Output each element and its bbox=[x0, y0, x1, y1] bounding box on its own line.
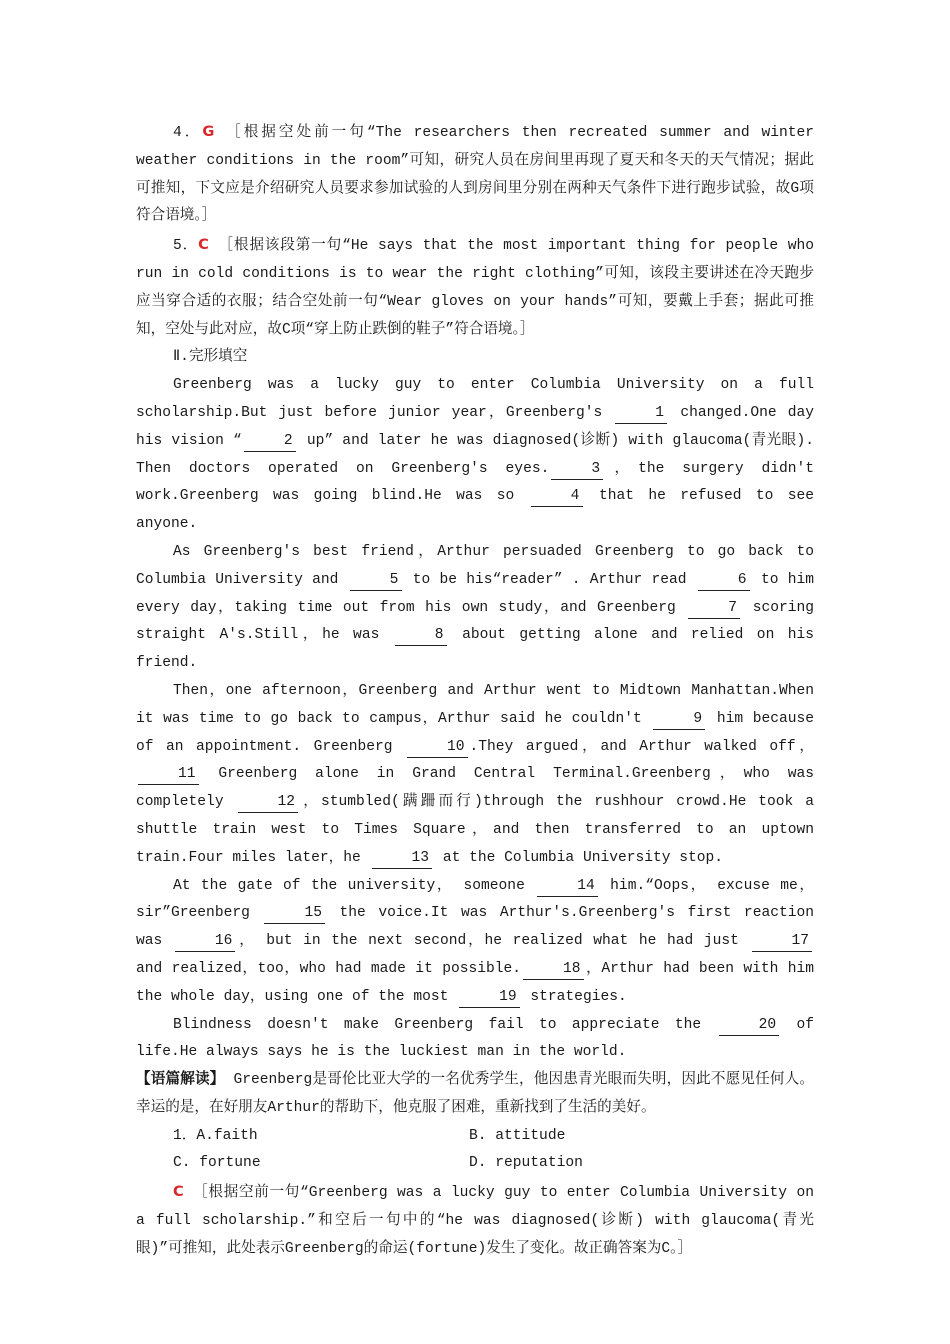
answer-letter: C bbox=[173, 1183, 184, 1201]
answer-explanation: ［根据该段第一句“He says that the most important thing for people who run in cold conditions is to wear the right clothing”可知，该段主要讲述在冷天跑步应当穿合适的衣服；结合空处前一句“Wear gloves on your hands”可知，要戴上手套；据此可推知，空处与此对应，故C项“穿上防止跌倒的鞋子”符合语境。］ bbox=[136, 238, 814, 338]
answer-explanation: ［根据空前一句“Greenberg was a lucky guy to enter Columbia University on a full scholarship.”和空后一句中的“he was diagnosed(诊断) with glaucoma(青光眼)”可推知，此处表示Greenberg的命运(fortune)发生了变化。故正确答案为C。］ bbox=[136, 1185, 814, 1257]
option-b: B. attitude bbox=[469, 1127, 566, 1144]
blank-6: 6 bbox=[698, 570, 750, 591]
blank-20: 20 bbox=[719, 1015, 780, 1036]
blank-12: 12 bbox=[238, 792, 299, 813]
blank-19: 19 bbox=[459, 987, 520, 1008]
analysis-label: 【语篇解读】 bbox=[136, 1072, 225, 1089]
blank-18: 18 bbox=[523, 959, 584, 980]
blank-7: 7 bbox=[688, 598, 740, 619]
answer-4 bbox=[136, 118, 814, 231]
section-title: Ⅱ.完形填空 bbox=[173, 349, 248, 366]
analysis-text: Greenberg是哥伦比亚大学的一名优秀学生，他因患青光眼而失明，因此不愿见任何人。幸运的是，在好朋友Arthur的帮助下，他克服了困难，重新找到了生活的美好。 bbox=[136, 1072, 814, 1116]
blank-10: 10 bbox=[407, 737, 468, 758]
blank-1: 1 bbox=[615, 403, 667, 424]
answer-explanation: ［根据空处前一句“The researchers then recreated summer and winter weather conditions in the room”可知，研究人员在房间里再现了夏天和冬天的天气情况；据此可推知，下文应是介绍研究人员要求参加试验的人到房间里分别在两种天气条件下进行跑步试验，故G项符合语境。］ bbox=[136, 125, 814, 225]
blank-11: 11 bbox=[138, 764, 199, 785]
question-1-answer bbox=[136, 1178, 814, 1263]
blank-5: 5 bbox=[350, 570, 402, 591]
blank-9: 9 bbox=[653, 709, 705, 730]
document-page bbox=[136, 118, 814, 1264]
passage-analysis bbox=[136, 1067, 814, 1123]
answer-letter: C bbox=[198, 236, 209, 254]
answer-letter: G bbox=[202, 123, 215, 140]
passage-paragraph-4: At the gate of the university， someone 14 him.“Oops， excuse me，sir”Greenberg 15 the voice.It was Arthur's.Greenberg's first reaction was 16 ， but in the next second，he realized what he had just 17 and realized，too，who had made it possible. 18 ，Arthur had been with him the whole day，using one of the most 19 strategies. bbox=[136, 873, 814, 1012]
blank-14: 14 bbox=[537, 876, 598, 897]
answer-number: 5． bbox=[173, 238, 199, 255]
passage-paragraph-5: Blindness doesn't make Greenberg fail to appreciate the 20 of life.He always says he is the luckiest man in the world. bbox=[136, 1016, 814, 1061]
answer-5 bbox=[136, 231, 814, 344]
answer-number: 4． bbox=[173, 125, 203, 141]
blank-4: 4 bbox=[531, 486, 583, 507]
question-1-options bbox=[136, 1123, 814, 1179]
option-a: 1．A.faith bbox=[173, 1127, 258, 1144]
passage-paragraph-3: Then，one afternoon，Greenberg and Arthur went to Midtown Manhattan.When it was time to go back to campus，Arthur said he couldn't 9 him because of an appointment. Greenberg 10 .They argued，and Arthur walked off，11 Greenberg alone in Grand Central Terminal.Greenberg，who was completely 12 ，stumbled(蹒跚而行)through the rushhour crowd.He took a shuttle train west to Times Square，and then transferred to an uptown train.Four miles later，he 13 at the Columbia University stop. bbox=[136, 678, 814, 873]
passage-paragraph-1: Greenberg was a lucky guy to enter Columbia University on a full scholarship.But just before junior year，Greenberg's 1 changed.One day his vision “ 2 up” and later he was diagnosed(诊断) with glaucoma(青光眼). Then doctors operated on Greenberg's eyes. 3 ，the surgery didn't work.Greenberg was going blind.He was so 4 that he refused to see anyone. bbox=[136, 377, 815, 533]
blank-15: 15 bbox=[264, 903, 325, 924]
blank-17: 17 bbox=[752, 931, 813, 952]
passage-paragraph-2: As Greenberg's best friend，Arthur persuaded Greenberg to go back to Columbia University and 5 to be his“reader” . Arthur read 6 to him every day，taking time out from his own study，and Greenberg 7 scoring straight A's.Still，he was 8 about getting alone and relied on his friend. bbox=[136, 543, 814, 672]
blank-2: 2 bbox=[244, 431, 296, 452]
blank-8: 8 bbox=[395, 625, 447, 646]
blank-16: 16 bbox=[175, 931, 236, 952]
blank-3: 3 bbox=[551, 459, 603, 480]
option-c: C. fortune bbox=[173, 1155, 261, 1172]
blank-13: 13 bbox=[372, 848, 433, 869]
option-d: D. reputation bbox=[469, 1155, 583, 1172]
